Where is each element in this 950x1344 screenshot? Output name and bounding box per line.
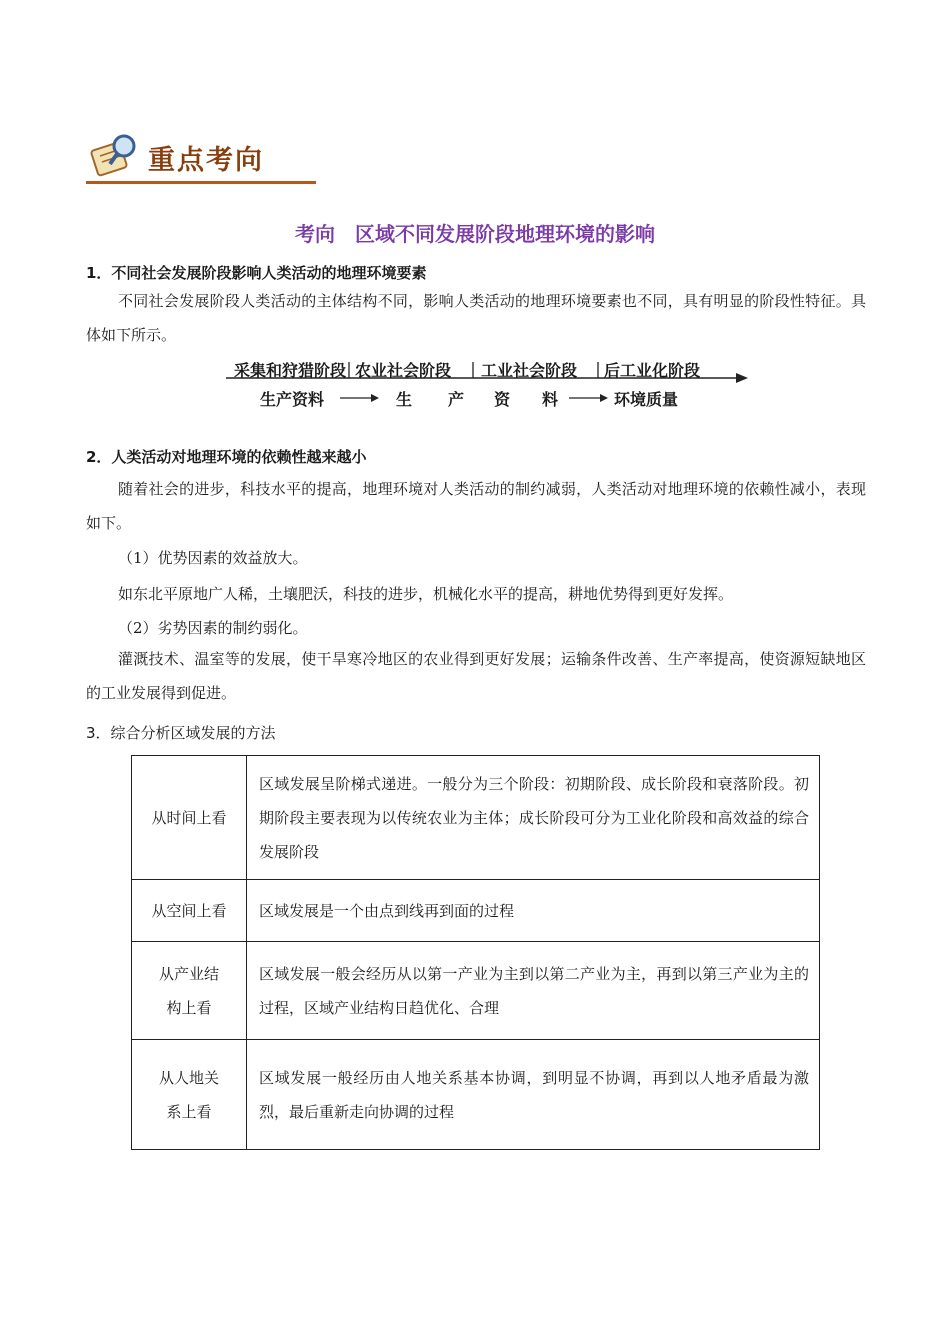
row-label: 从时间上看 — [132, 756, 247, 880]
section2-item2-text: 灌溉技术、温室等的发展，使干旱寒冷地区的农业得到更好发展；运输条件改善、生产率提高，使资源短缺地区的工业发展得到促进。 — [86, 650, 866, 702]
table-row — [132, 756, 820, 880]
factor-char-2: 产 — [448, 390, 465, 409]
stage-post-industrial: 后工业化阶段 — [604, 361, 701, 380]
section2-item1-text: 如东北平原地广人稀，土壤肥沃，科技的进步，机械化水平的提高，耕地优势得到更好发挥。 — [118, 585, 734, 603]
section1-heading: 1．不同社会发展阶段影响人类活动的地理环境要素 — [86, 264, 427, 282]
banner-title: 重点考向 — [148, 145, 264, 176]
row-label: 从空间上看 — [132, 880, 247, 942]
row-label-text: 从人地关系上看 — [158, 1068, 219, 1121]
table-row — [132, 942, 820, 1040]
stage-industrial: 工业社会阶段 — [481, 361, 578, 380]
row-label — [132, 942, 247, 1040]
section-banner — [86, 126, 318, 186]
row-label — [132, 1040, 247, 1150]
row-content: 区域发展呈阶梯式递进。一般分为三个阶段：初期阶段、成长阶段和衰落阶段。初期阶段主要表现为以传统农业为主体；成长阶段可分为工业化阶段和高效益的综合发展阶段 — [247, 756, 820, 880]
section2-paragraph: 随着社会的进步，科技水平的提高，地理环境对人类活动的制约减弱，人类活动对地理环境的依赖性减小，表现如下。 — [86, 480, 866, 532]
notebook-magnifier-icon — [90, 132, 142, 178]
table-row — [132, 1040, 820, 1150]
row-content: 区域发展一般经历由人地关系基本协调，到明显不协调，再到以人地矛盾最为激烈，最后重新走向协调的过程 — [247, 1040, 820, 1150]
row-label-text: 从产业结构上看 — [158, 964, 219, 1017]
section2-heading: 2．人类活动对地理环境的依赖性越来越小 — [86, 448, 367, 466]
factor-environment-quality: 环境质量 — [614, 390, 679, 409]
row-content: 区域发展一般会经历从以第一产业为主到以第二产业为主，再到以第三产业为主的过程，区域产业结构日趋优化、合理 — [247, 942, 820, 1040]
factor-char-4: 料 — [542, 390, 559, 409]
stage-hunting: 采集和狩猎阶段 — [234, 361, 347, 380]
table-row — [132, 880, 820, 942]
factor-char-1: 生 — [396, 390, 413, 409]
stage-agricultural: 农业社会阶段 — [355, 361, 452, 380]
analysis-table — [131, 755, 820, 1150]
section2-item2-title: （2）劣势因素的制约弱化。 — [118, 619, 308, 637]
section1-paragraph: 不同社会发展阶段人类活动的主体结构不同，影响人类活动的地理环境要素也不同，具有明显的阶段性特征。具体如下所示。 — [86, 292, 866, 344]
factor-char-3: 资 — [494, 390, 511, 409]
stage-diagram — [226, 354, 756, 414]
section2-item1-title: （1）优势因素的效益放大。 — [118, 549, 308, 567]
main-title: 考向 区域不同发展阶段地理环境的影响 — [295, 222, 655, 246]
factor-production-means: 生产资料 — [260, 390, 325, 409]
banner-underline — [86, 181, 316, 184]
section3-heading: 3．综合分析区域发展的方法 — [86, 724, 276, 742]
row-content: 区域发展是一个由点到线再到面的过程 — [247, 880, 820, 942]
